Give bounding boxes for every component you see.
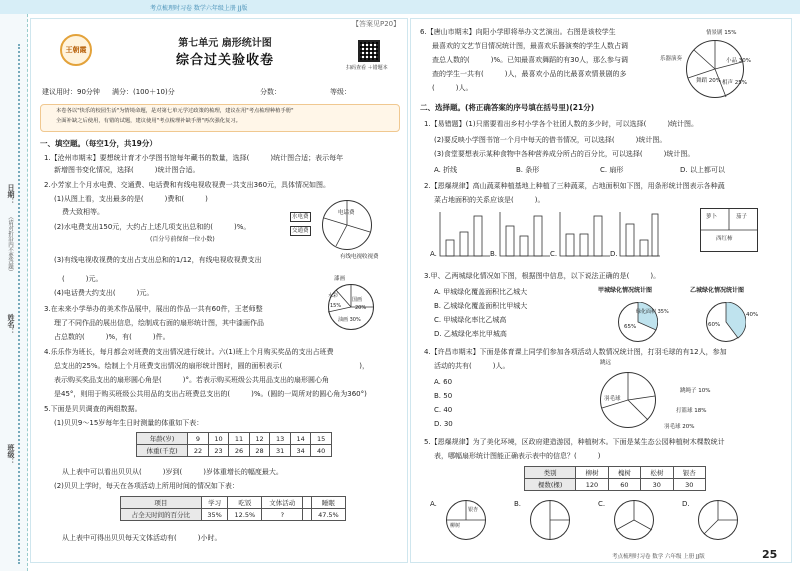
age-cell: 10 bbox=[208, 433, 229, 445]
tree-cell: 30 bbox=[641, 479, 673, 491]
tree-cell: 30 bbox=[673, 479, 705, 491]
r-q2-opt-a[interactable]: A. bbox=[430, 250, 437, 258]
paper-title: 综合过关验收卷 bbox=[176, 53, 275, 68]
r-q3-line1: 3.甲、乙两城绿化情况如下图，根据图中信息，以下说法正确的是( )。 bbox=[424, 272, 661, 280]
pie4-badminton-inner: 羽毛球 bbox=[604, 396, 621, 402]
act-header: 文体活动 bbox=[262, 497, 303, 509]
weight-header: 体重(千克) bbox=[137, 445, 188, 457]
art-value-20: 20% bbox=[355, 305, 367, 311]
r-q1-line3: (3)食堂要想表示某种食物中各种营养成分所占的百分比，可以选择( )统计图。 bbox=[434, 150, 695, 158]
r-q2-line2: 菜占地面积的关系应该是( )。 bbox=[434, 196, 545, 204]
pie6-skit: 小品 30% bbox=[726, 58, 751, 64]
binding-spine bbox=[0, 14, 28, 571]
score-info: 满分：(100＋10)分 bbox=[112, 88, 175, 96]
act-header: 学习 bbox=[201, 497, 227, 509]
veg-tomato: 西红柿 bbox=[716, 236, 733, 242]
r-q5-opt-a[interactable]: A. bbox=[430, 500, 437, 508]
footer-text: 考点梳理时习卷 数学 六年级 上册 JJ版 bbox=[612, 554, 705, 560]
veg-radish: 萝卜 bbox=[706, 214, 718, 220]
rating-field: 等级： bbox=[330, 88, 351, 96]
q1-line2: 新增图书变化情况，选择( )统计图合适。 bbox=[54, 166, 200, 174]
city1-title: 甲城绿化情况统计图 bbox=[598, 287, 653, 294]
r-q5-opt-b[interactable]: B. bbox=[514, 500, 522, 508]
act-cell: ? bbox=[262, 509, 303, 521]
act-cell bbox=[303, 509, 312, 521]
program-pie-lines bbox=[686, 40, 744, 98]
r-q3-opt-d[interactable]: D. 乙城绿化率比甲城高 bbox=[434, 330, 507, 338]
q2-part3: (3)有线电视收视费的支出占支出总和的1/12，有线电视收视费支出 bbox=[54, 256, 262, 264]
r-q4-opt-b[interactable]: B. 50 bbox=[434, 392, 453, 400]
tree-pie-lines bbox=[446, 500, 746, 540]
r-q5-opt-c[interactable]: C. bbox=[598, 500, 606, 508]
tree-header: 类别 bbox=[525, 467, 576, 479]
r-q5-line2: 表，哪幅扇形统计图能正确表示表中的信息？( ) bbox=[434, 452, 601, 460]
act-header: 吃饭 bbox=[228, 497, 262, 509]
r-q6-line3: 查总人数的( )%。已知最喜欢舞蹈的有30人，那么参与调 bbox=[432, 56, 629, 64]
q4-line4: 是45°，则用于购买班级公共用品的支出占班费总支出的( )%。(圆的一周所对的圆心角为360°) bbox=[54, 390, 367, 398]
act-cell: 35% bbox=[201, 509, 227, 521]
spine-note: （请对折沿内不要答题） bbox=[7, 214, 13, 275]
r-q3-opt-c[interactable]: C. 甲城绿化率比乙城高 bbox=[434, 316, 507, 324]
r-q2-opt-d[interactable]: D. bbox=[610, 250, 618, 258]
qr-caption: 扫码查看 ＋错题本 bbox=[346, 65, 388, 71]
pie6-dance: 舞蹈 20% bbox=[696, 78, 721, 84]
art-label-watercolor: 水彩 bbox=[328, 293, 339, 299]
q5-answer1: 从上表中可以看出贝贝从( )岁到( )岁体重增长的幅度最大。 bbox=[62, 468, 283, 476]
tree-cell: 60 bbox=[608, 479, 640, 491]
pie-label-transport: 交通费 bbox=[290, 226, 311, 236]
q4-line2: 总支出的25%。绘制上个月班费支出情况的扇形统计图时，圆的面积表示( )， bbox=[54, 362, 370, 370]
pie4-rope: 跳绳子 10% bbox=[680, 388, 711, 394]
r-q4-line2: 活动的共有( )人。 bbox=[434, 362, 510, 370]
grade-field: 分数： bbox=[260, 88, 281, 96]
q5-title: 5.下面是贝贝调查的两组数据。 bbox=[44, 405, 142, 413]
r-q1-line1: 1.【易错题】(1)只需要看出乡村小学各个社团人数的多少时，可以选择( )统计图。 bbox=[424, 120, 699, 128]
q1-line1: 1.【沧州市期末】要想统计育才小学图书馆每年藏书的数量，选择( )统计图合适；表示每年 bbox=[44, 154, 344, 162]
answer-reference: 【答案见P20】 bbox=[352, 20, 401, 28]
city2-title: 乙城绿化情况统计图 bbox=[690, 287, 745, 294]
tree-table bbox=[524, 466, 706, 491]
r-q6-line5: ( )人。 bbox=[432, 84, 473, 92]
r-q2-line1: 2.【恩爆规律】高山蔬菜种植基地上种植了三种蔬菜，占地面积如下图，用条形统计图表示各种蔬 bbox=[424, 182, 725, 190]
act-cell: 12.5% bbox=[228, 509, 262, 521]
age-cell: 15 bbox=[311, 433, 332, 445]
r-q4-line1: 4.【许昌市期末】下面是体育课上同学们参加各项活动人数情况统计图，打羽毛球的有12人，参加 bbox=[424, 348, 727, 356]
q5-part2: (2)贝贝上学时，每天在各项活动上所用时间的情况如下表： bbox=[54, 482, 239, 490]
tree-cell: 120 bbox=[576, 479, 608, 491]
weight-cell: 34 bbox=[290, 445, 311, 457]
header-band bbox=[0, 0, 800, 14]
activity-table bbox=[120, 496, 346, 521]
pie4-jump: 跳远 bbox=[600, 360, 612, 366]
date-label: 日期： bbox=[7, 184, 15, 205]
r-q1-opt-b[interactable]: B. 条形 bbox=[516, 166, 540, 174]
q2-part4: (4)电话费大约支出( )元。 bbox=[54, 289, 154, 297]
r-q2-opt-b[interactable]: B. bbox=[490, 250, 498, 258]
r-q2-opt-c[interactable]: C. bbox=[550, 250, 558, 258]
q2-part3b: ( )元。 bbox=[62, 275, 103, 283]
q2-part1: (1)从图上看，支出最多的是( )费和( ) bbox=[54, 195, 208, 203]
r-q6-line4: 查的学生一共有( )人，最喜欢小品的比最喜欢情景剧的多 bbox=[432, 70, 627, 78]
tree-header: 槐树 bbox=[608, 467, 640, 479]
r-q6-line1: 6.【唐山市期末】向阳小学即将举办文艺演出。右图是该校学生 bbox=[420, 28, 616, 36]
r-q1-opt-a[interactable]: A. 折线 bbox=[434, 166, 458, 174]
act-cell: 47.5% bbox=[311, 509, 345, 521]
banner-line-2: 全面补缺之后使用，有错的试题，建议使用"考点梳理补缺手册"再次强化复习。 bbox=[56, 118, 241, 124]
pie4-basketball: 打篮球 18% bbox=[676, 408, 707, 414]
q3-line3: 占总数的( )%，有( )件。 bbox=[54, 333, 170, 341]
act-header bbox=[303, 497, 312, 509]
age-cell: 14 bbox=[290, 433, 311, 445]
expense-pie-lines bbox=[322, 200, 372, 250]
r-q4-opt-a[interactable]: A. 60 bbox=[434, 378, 453, 386]
art-value-15: 15% bbox=[330, 303, 342, 309]
q2-part2: (2)水电费支出150元，大约占上述几项支出总和的( )%。 bbox=[54, 223, 251, 231]
art-label-lacquer: 漆画 bbox=[334, 276, 346, 282]
pie6-drama: 情景剧 15% bbox=[706, 30, 737, 36]
r-q1-line2: (2)要反映小学图书馆一个月中每天的借书情况，可以选择( )统计图。 bbox=[434, 136, 667, 144]
pie-label-cable: 有线电视收视费 bbox=[340, 254, 379, 260]
q3-line1: 3.在未来小学举办的美术作品展中，展出的作品一共有60件，王老师整 bbox=[44, 305, 263, 313]
q2-part1b: 费大致相等。 bbox=[62, 208, 104, 216]
age-cell: 9 bbox=[188, 433, 209, 445]
unit-title: 第七单元 扇形统计图 bbox=[178, 38, 272, 49]
time-info: 建议用时：90分钟 bbox=[42, 88, 100, 96]
title-block bbox=[176, 34, 274, 68]
fold-line bbox=[18, 44, 20, 564]
age-cell: 12 bbox=[249, 433, 270, 445]
section-fill-blank: 一、填空题。（每空1分，共19分） bbox=[40, 139, 157, 148]
art-label-oil: 油画 30% bbox=[338, 317, 361, 323]
q5-answer2: 从上表中可得出贝贝每天文体活动有( )小时。 bbox=[62, 534, 222, 542]
city1-other: 65% bbox=[624, 324, 637, 330]
age-header: 年龄(岁) bbox=[137, 433, 188, 445]
class-label: 班级： bbox=[7, 444, 15, 465]
name-label: 姓名： bbox=[7, 314, 15, 335]
q2-part2-note: (百分号前保留一位小数) bbox=[150, 236, 215, 243]
r-q3-opt-a[interactable]: A. 甲城绿化覆盖面积比乙城大 bbox=[434, 288, 528, 296]
act-header: 睡眠 bbox=[311, 497, 345, 509]
q3-line2: 理了不同作品的展出信息，绘制成右面的扇形统计图，其中漆画作品 bbox=[54, 319, 264, 327]
r-q3-opt-b[interactable]: B. 乙城绿化覆盖面积比甲城大 bbox=[434, 302, 528, 310]
r-q1-opt-d[interactable]: D. 以上都可以 bbox=[680, 166, 725, 174]
weight-cell: 28 bbox=[249, 445, 270, 457]
r-q1-opt-c[interactable]: C. 扇形 bbox=[600, 166, 624, 174]
pie-label-phone: 电话费 bbox=[338, 210, 355, 216]
pie4-badminton: 羽毛球 20% bbox=[664, 424, 695, 430]
city1-green: 绿化面积 35% bbox=[636, 309, 669, 315]
weight-cell: 22 bbox=[188, 445, 209, 457]
publisher-logo: 王朝霞 bbox=[60, 34, 92, 66]
weight-cell: 26 bbox=[229, 445, 250, 457]
tree-label-willow: 柳树 bbox=[450, 523, 461, 529]
q2-line1: 2.小芳家上个月水电费、交通费、电话费和有线电视收视费一共支出360元，具体情况如图。 bbox=[44, 181, 331, 189]
pie6-instrument: 乐器演奏 bbox=[660, 56, 683, 62]
tree-header: 松树 bbox=[641, 467, 673, 479]
pie6-crosstalk: 相声 25% bbox=[722, 80, 747, 86]
tree-header: 柳树 bbox=[576, 467, 608, 479]
weight-cell: 23 bbox=[208, 445, 229, 457]
banner-line-1: 本卷各以"快乐的校园生活"为情境命题，是对第七单元学过政策的梳理，建议在用"考点梳理种植手册" bbox=[56, 108, 294, 114]
page-number: 25 bbox=[762, 548, 778, 561]
r-q4-opt-d[interactable]: D. 30 bbox=[434, 420, 453, 428]
q5-part1: (1)贝贝9～15岁每年生日时测量的体重如下表： bbox=[54, 419, 204, 427]
city2-other: 60% bbox=[708, 322, 721, 328]
r-q5-opt-d[interactable]: D. bbox=[682, 500, 690, 508]
qr-code-icon[interactable] bbox=[358, 40, 380, 62]
section-choice: 二、选择题。(将正确答案的序号填在括号里)(21分) bbox=[420, 103, 595, 112]
q4-line3: 表示购买奖品支出的扇形圆心角是( )°。若表示购买班级公共用品支出的扇形圆心角 bbox=[54, 376, 329, 384]
weight-cell: 40 bbox=[311, 445, 332, 457]
act-row-label: 占全天时间的百分比 bbox=[121, 509, 202, 521]
city2-green: 40% bbox=[746, 312, 759, 318]
r-q6-line2: 最喜欢的文艺节目情况统计图，最喜欢乐器演奏的学生人数占调 bbox=[432, 42, 628, 50]
tree-label-ginkgo: 银杏 bbox=[468, 507, 479, 513]
veg-eggplant: 茄子 bbox=[736, 214, 748, 220]
r-q4-opt-c[interactable]: C. 40 bbox=[434, 406, 453, 414]
weight-table bbox=[136, 432, 332, 457]
art-label-chinese: 国画 bbox=[352, 297, 363, 303]
header-band-text: 考点梳理时习卷 数学六年级上册 JJ版 bbox=[150, 5, 248, 12]
weight-cell: 31 bbox=[270, 445, 291, 457]
q4-line1: 4.乐乐作为班长，每月都会对班费的支出情况进行统计。六(1)班上个月购买奖品的支出占班费 bbox=[44, 348, 334, 356]
act-header: 项目 bbox=[121, 497, 202, 509]
age-cell: 13 bbox=[270, 433, 291, 445]
age-cell: 11 bbox=[229, 433, 250, 445]
pie-label-utilities: 水电费 bbox=[290, 212, 311, 222]
bar-options bbox=[430, 206, 660, 260]
r-q5-line1: 5.【恩爆规律】为了美化环境，区政府建造游园，种植树木。下面是某生态公园种植树木棵数统计 bbox=[424, 438, 725, 446]
tree-header: 银杏 bbox=[673, 467, 705, 479]
tree-row-label: 棵数(棵) bbox=[525, 479, 576, 491]
city1-pie-lines bbox=[618, 302, 658, 342]
